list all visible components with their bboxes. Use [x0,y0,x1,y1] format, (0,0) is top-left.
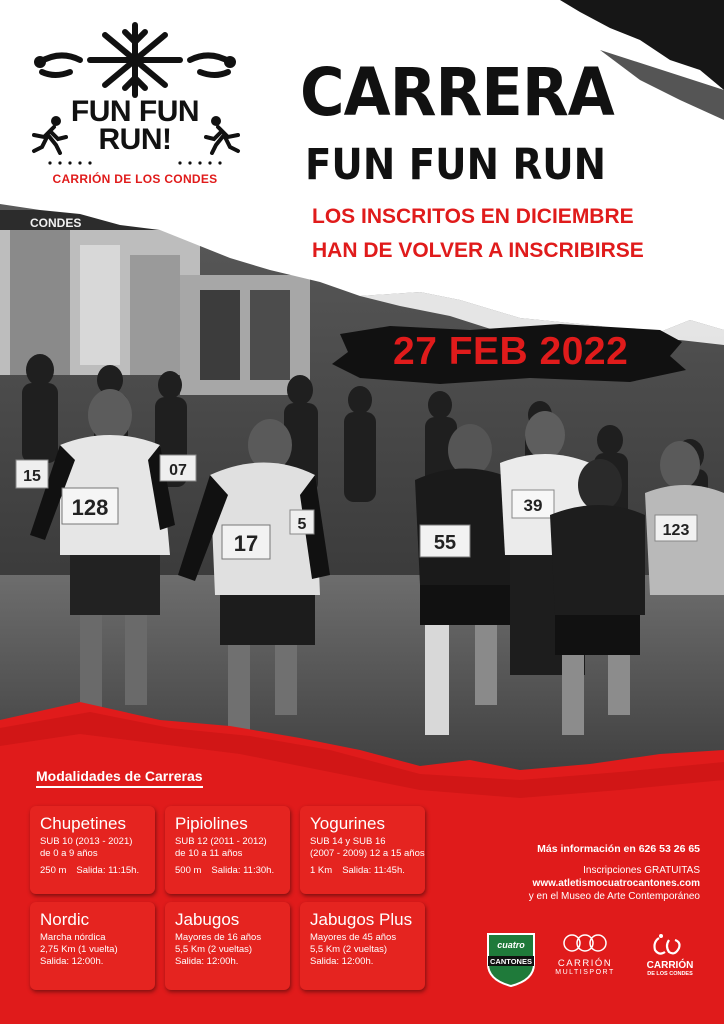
race-name: Chupetines [40,814,127,833]
sponsor1-main: CANTONES [490,957,532,966]
sponsor2-sub: MULTISPORT [555,969,615,976]
race-ages: (2007 - 2009) 12 a 15 años [310,848,425,859]
race-name: Jabugos Plus [310,910,413,929]
runner-left-icon [30,115,70,155]
race-distance: 1 Km [310,865,333,876]
contact-info [500,842,700,903]
race-start: Salida: 12:00h. [310,956,374,967]
race-distance-laps: 2,75 Km (1 vuelta) [40,944,118,955]
info-museum: y en el Museo de Arte Contemporáneo [528,891,700,902]
sponsor3-sub: DE LOS CONDES [647,971,693,977]
race-name: Jabugos [175,910,240,929]
main-subtitle: FUN FUN RUN [305,140,607,190]
race-name: Pipiolines [175,814,248,833]
sponsor-cuatro-cantones [484,930,538,988]
race-meta [175,865,282,877]
race-card-jabugos [165,902,290,990]
race-card-yogurines [300,806,425,894]
logo-location: CARRIÓN DE LOS CONDES [52,172,218,186]
modalities-title: Modalidades de Carreras [36,768,203,788]
main-title: CARRERA [300,54,614,131]
fun-fun-run-logo [30,20,240,190]
info-phone: Más información en 626 53 26 65 [537,843,700,855]
bib-123: 123 [662,522,690,539]
race-distance-laps: 5,5 Km (2 vueltas) [175,944,253,955]
race-card-nordic [30,902,155,990]
notice-line-2: HAN DE VOLVER A INSCRIBIRSE [312,239,644,262]
race-name: Yogurines [310,814,385,833]
sponsor1-top: cuatro [497,940,525,950]
bib-128: 128 [71,495,109,520]
event-date: 27 FEB 2022 [393,330,629,373]
race-name: Nordic [40,910,90,929]
sponsor-carrion-multisport [550,932,620,982]
race-card-jabugos-plus [300,902,425,990]
race-start: Salida: 11:15h. [76,865,140,876]
bib-07: 07 [169,462,187,479]
race-category: SUB 14 y SUB 16 [310,836,386,847]
race-category: Mayores de 45 años [310,932,397,943]
race-category: SUB 10 (2013 - 2021) [40,836,133,847]
bib-15: 15 [23,468,41,485]
race-start: Salida: 11:45h. [342,865,405,876]
bib-17: 17 [233,531,259,556]
race-category: SUB 12 (2011 - 2012) [175,836,267,847]
race-distance-laps: 5,5 Km (2 vueltas) [310,944,388,955]
race-category: Mayores de 16 años [175,932,262,943]
race-ages: de 10 a 11 años [175,848,243,859]
bib-5: 5 [297,516,307,533]
race-meta [40,865,147,877]
race-category: Marcha nórdica [40,932,106,943]
race-card-pipiolines [165,806,290,894]
race-start: Salida: 12:00h. [40,956,104,967]
street-sign: CONDES [30,216,82,230]
logo-line-1: FUN FUN [70,95,200,128]
multisport-rings-icon [550,932,620,954]
logo-dots-divider [30,158,240,168]
race-start: Salida: 11:30h. [211,865,275,876]
info-registration: Inscripciones GRATUITAS [583,865,700,876]
race-distance: 500 m [175,865,202,876]
re-registration-notice [312,200,712,268]
race-card-chupetines [30,806,155,894]
race-distance: 250 m [40,865,67,876]
notice-line-1: LOS INSCRITOS EN DICIEMBRE [312,205,634,228]
race-ages: de 0 a 9 años [40,848,98,859]
bib-39: 39 [523,496,543,515]
race-meta [310,865,417,877]
sponsor3-main: CARRIÓN [646,960,694,971]
logo-line-2: RUN! [98,123,172,156]
info-website[interactable]: www.atletismocuatrocantones.com [532,878,700,889]
carrion-town-logo-icon [635,932,705,958]
sponsor2-main: CARRIÓN [557,958,613,969]
bib-55: 55 [433,532,457,554]
sponsor-carrion-de-los-condes [635,932,705,988]
runner-right-icon [202,115,242,155]
race-start: Salida: 12:00h. [175,956,239,967]
